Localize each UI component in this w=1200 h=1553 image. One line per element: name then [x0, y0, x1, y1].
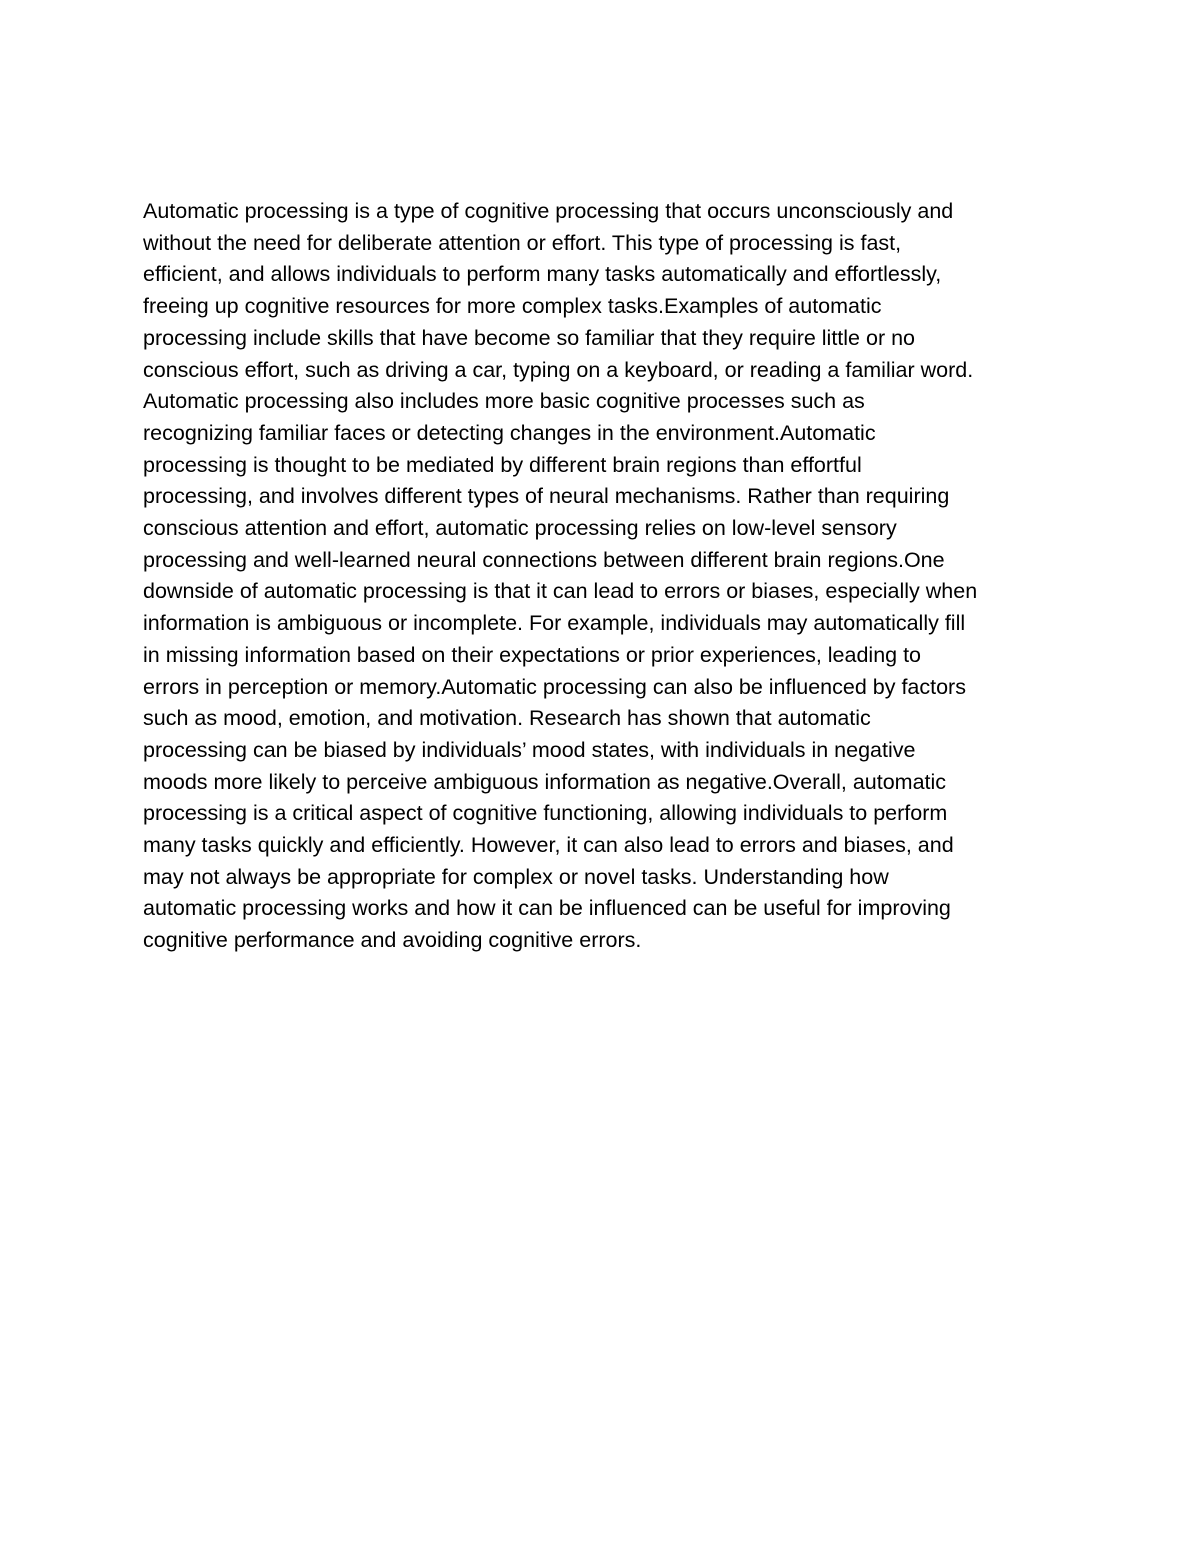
paragraph-line: freeing up cognitive resources for more complex tasks.Examples of automatic — [143, 294, 882, 319]
paragraph-line: moods more likely to perceive ambiguous information as negative.Overall, automatic — [143, 769, 947, 794]
paragraph-line: efficient, and allows individuals to perform many tasks automatically and effortlessly, — [143, 262, 942, 287]
paragraph-line: conscious attention and effort, automatic processing relies on low-level sensory — [143, 516, 897, 541]
paragraph-line: automatic processing works and how it can be influenced can be useful for improving — [143, 896, 951, 921]
paragraph-line: without the need for deliberate attention or effort. This type of processing is fast, — [143, 230, 902, 255]
paragraph-line: processing and well-learned neural connections between different brain regions.One — [143, 547, 945, 572]
paragraph-line: Automatic processing is a type of cognitive processing that occurs unconsciously and — [143, 199, 954, 223]
paragraph-line: Automatic processing also includes more basic cognitive processes such as — [143, 389, 865, 414]
paragraph-line: may not always be appropriate for complex or novel tasks. Understanding how — [143, 864, 889, 889]
paragraph-line: cognitive performance and avoiding cognitive errors. — [143, 928, 642, 953]
paragraph-line: many tasks quickly and efficiently. However, it can also lead to errors and biases, and — [143, 833, 954, 858]
paragraph-line: errors in perception or memory.Automatic processing can also be influenced by factors — [143, 674, 966, 699]
paragraph-line: processing can be biased by individuals’ mood states, with individuals in negative — [143, 737, 916, 762]
paragraph-line: processing is a critical aspect of cognitive functioning, allowing individuals to perform — [143, 801, 948, 826]
paragraph-line: processing, and involves different types of neural mechanisms. Rather than requiring — [143, 484, 950, 509]
paragraph-line: processing is thought to be mediated by different brain regions than effortful — [143, 452, 862, 477]
paragraph-line: in missing information based on their expectations or prior experiences, leading to — [143, 642, 922, 667]
body-paragraph — [143, 196, 1063, 957]
paragraph-line: such as mood, emotion, and motivation. Research has shown that automatic — [143, 706, 871, 731]
paragraph-line: downside of automatic processing is that it can lead to errors or biases, especially when — [143, 579, 978, 604]
paragraph-line: recognizing familiar faces or detecting changes in the environment.Automatic — [143, 420, 876, 445]
paragraph-line: processing include skills that have become so familiar that they require little or no — [143, 325, 915, 350]
paragraph-line: information is ambiguous or incomplete. For example, individuals may automatically fill — [143, 611, 966, 636]
paragraph-line: conscious effort, such as driving a car, typing on a keyboard, or reading a familiar word. — [143, 357, 974, 382]
